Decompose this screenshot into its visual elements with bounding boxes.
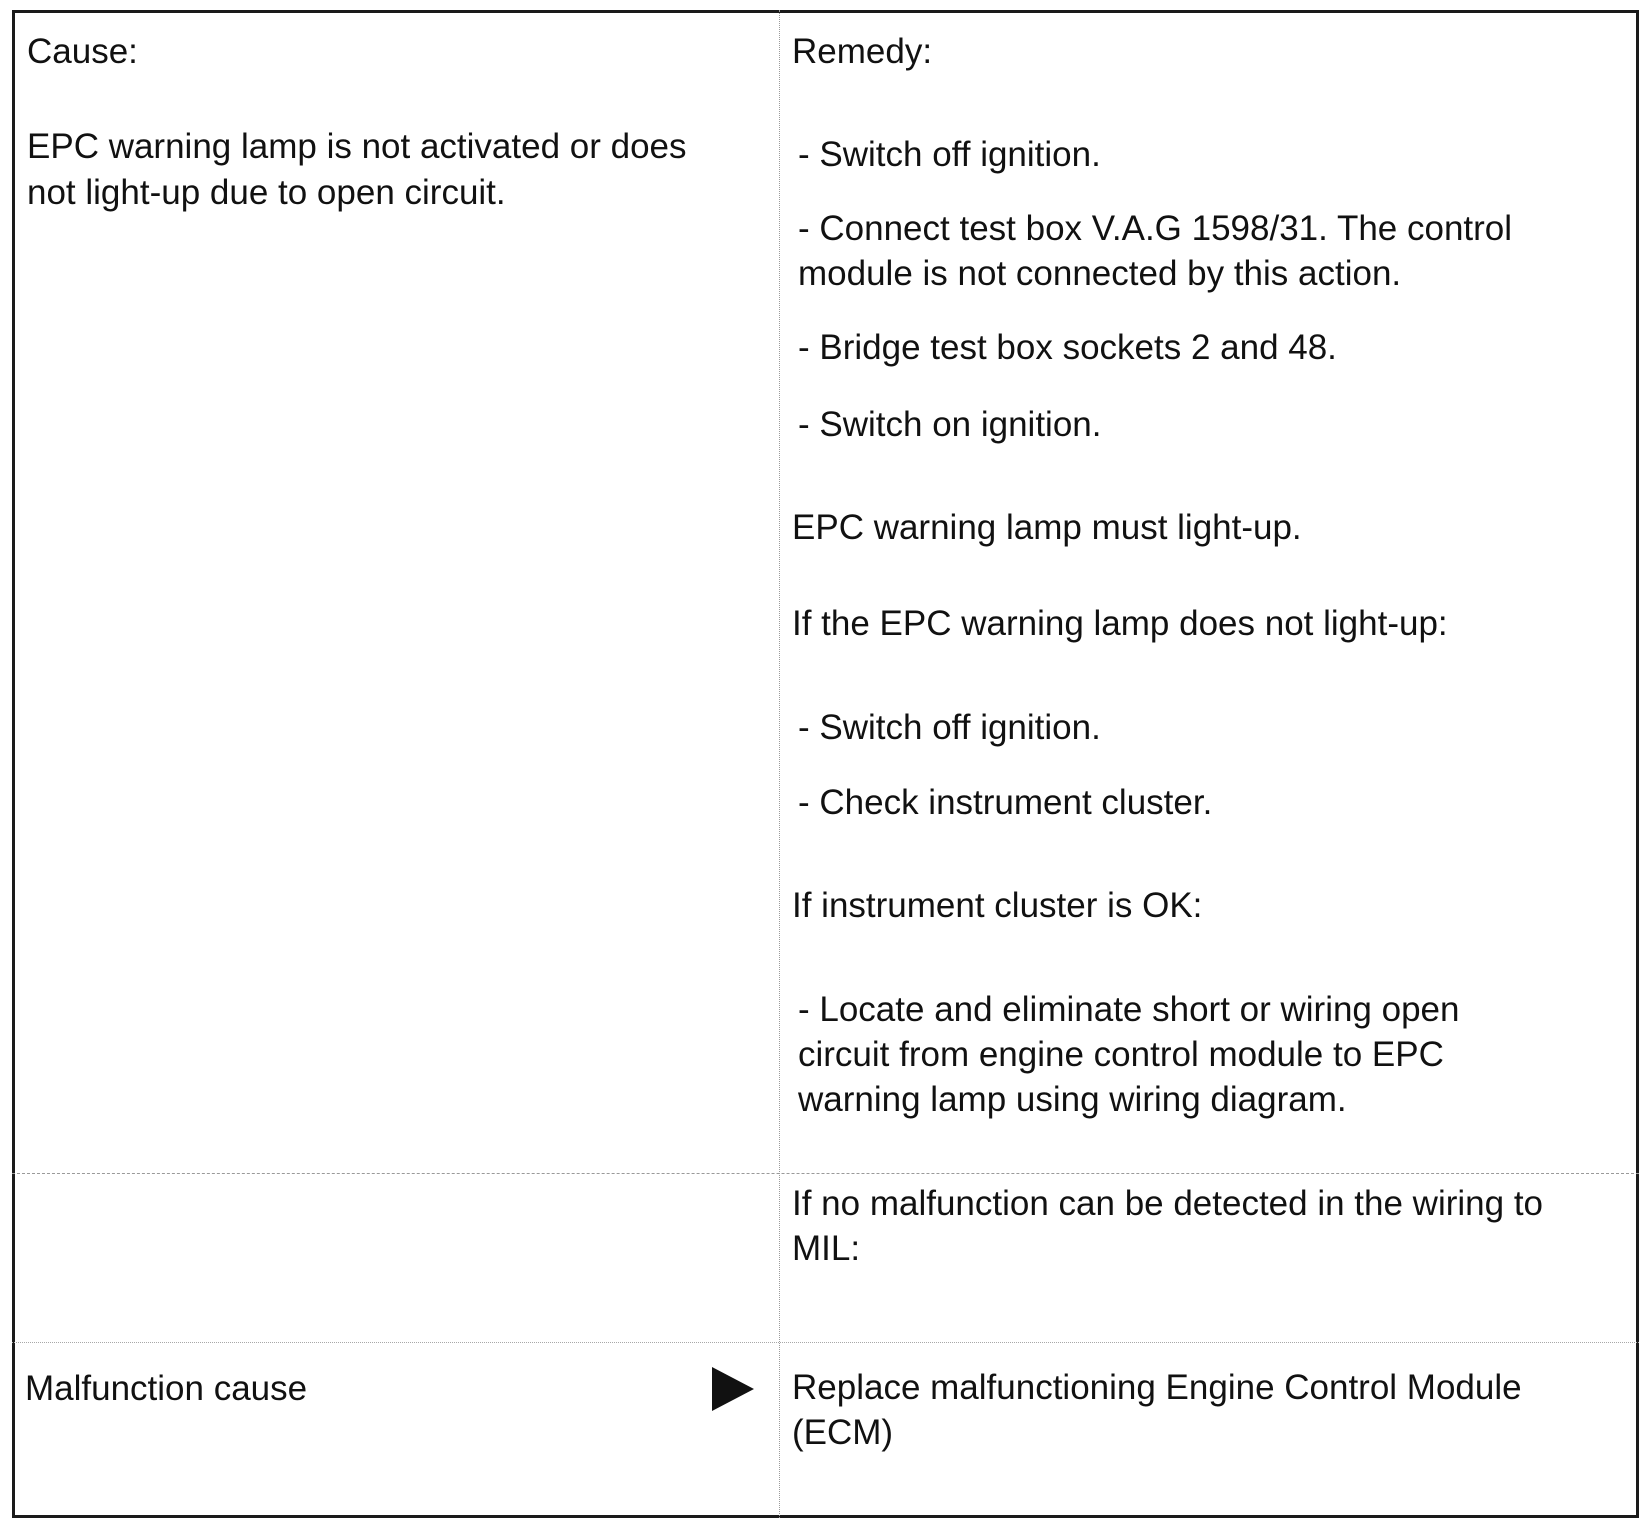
cause-text-line-2: not light-up due to open circuit. <box>27 173 506 212</box>
remedy-step-4: - Switch on ignition. <box>798 405 1102 444</box>
remedy-step-7-line-2: circuit from engine control module to EPC <box>798 1035 1444 1074</box>
remedy-condition-1: If the EPC warning lamp does not light-up: <box>792 604 1448 643</box>
remedy-step-2-line-1: - Connect test box V.A.G 1598/31. The control <box>798 209 1513 248</box>
remedy-condition-2: If instrument cluster is OK: <box>792 886 1203 925</box>
remedy-header: Remedy: <box>792 32 933 71</box>
cause-text-line-1: EPC warning lamp is not activated or does <box>27 127 687 166</box>
row-divider-1 <box>12 1173 1639 1174</box>
cause-header: Cause: <box>27 32 138 71</box>
remedy-step-7-line-1: - Locate and eliminate short or wiring open <box>798 990 1460 1029</box>
remedy-step-3: - Bridge test box sockets 2 and 48. <box>798 328 1337 367</box>
replace-ecm-line-2: (ECM) <box>792 1413 894 1452</box>
malfunction-cause-label: Malfunction cause <box>25 1369 308 1408</box>
remedy-step-7-line-3: warning lamp using wiring diagram. <box>798 1080 1347 1119</box>
row2-text-line-2: MIL: <box>792 1229 861 1268</box>
remedy-step-5: - Switch off ignition. <box>798 708 1101 747</box>
arrow-right-icon <box>712 1367 754 1411</box>
remedy-step-1: - Switch off ignition. <box>798 135 1101 174</box>
remedy-result: EPC warning lamp must light-up. <box>792 508 1302 547</box>
row-divider-2 <box>12 1342 1639 1343</box>
replace-ecm-line-1: Replace malfunctioning Engine Control Module <box>792 1368 1522 1407</box>
remedy-step-2-line-2: module is not connected by this action. <box>798 254 1402 293</box>
remedy-step-6: - Check instrument cluster. <box>798 783 1213 822</box>
row2-text-line-1: If no malfunction can be detected in the wiring to <box>792 1184 1544 1223</box>
column-divider <box>779 10 780 1518</box>
